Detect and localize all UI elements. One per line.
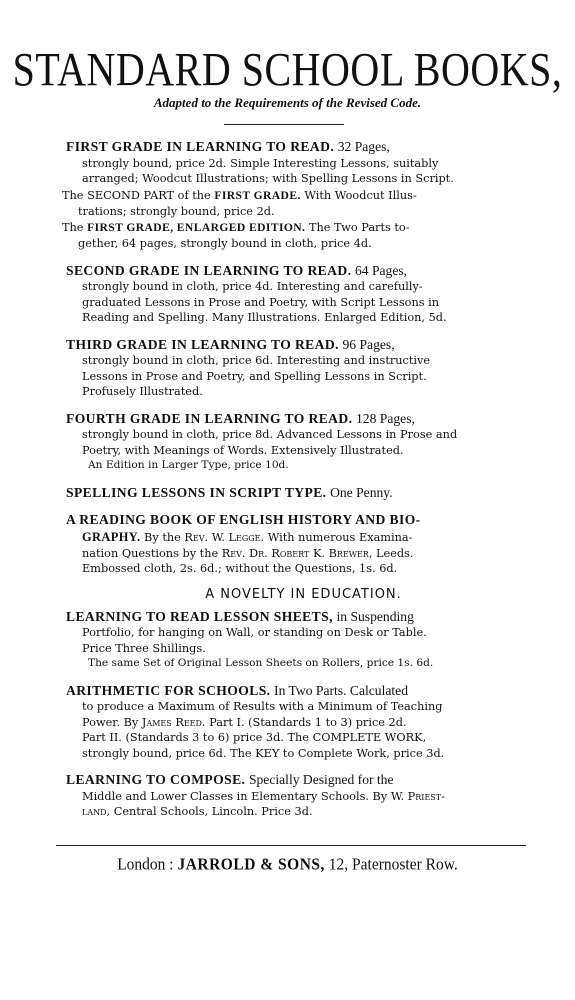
- entry-heading-line: [66, 484, 541, 502]
- publisher-name: JARROLD & SONS,: [177, 854, 325, 874]
- text-run: The Two Parts to-: [305, 221, 410, 234]
- entry-line: [66, 546, 541, 562]
- entry-line: [66, 715, 541, 731]
- entry-line: strongly bound, price 6d. The KEY to Complete Work, price 3d.: [82, 746, 445, 760]
- text-run: nation Questions by the: [82, 546, 222, 560]
- text-run: The SECOND PART of the: [62, 188, 215, 202]
- entry-heading-line: [66, 410, 541, 428]
- entry-line: strongly bound in cloth, price 6d. Interesting and instructive: [82, 354, 431, 367]
- page-subtitle: Adapted to the Requirements of the Revised Code.: [153, 95, 422, 110]
- entry-line: Price Three Shillings.: [82, 641, 206, 655]
- entry-title: A READING BOOK OF ENGLISH HISTORY AND BIO-: [66, 512, 421, 527]
- text-run-bold: FIRST GRADE.: [214, 188, 301, 202]
- author-name: Rev. W. Legge.: [184, 530, 265, 544]
- author-name: W. Priest-: [390, 789, 445, 803]
- footer-rule: [56, 845, 526, 846]
- entry-format: in Suspending: [336, 608, 414, 624]
- entry-heading-line: [66, 262, 541, 280]
- entry-sub-line: gether, 64 pages, strongly bound in cloth, price 4d.: [78, 237, 372, 250]
- publisher-footer: [0, 855, 575, 875]
- entry-extra-line: An Edition in Larger Type, price 10d.: [88, 459, 289, 471]
- entry-sub-line: [62, 219, 541, 236]
- entry-pages: 128 Pages,: [356, 410, 415, 426]
- entry-heading-line: [66, 511, 541, 529]
- author-name: James Reed.: [141, 715, 206, 729]
- entry-extra-line: The same Set of Original Lesson Sheets on Rollers, price 1s. 6d.: [88, 657, 434, 669]
- text-run-bold: FIRST GRADE, ENLARGED EDITION.: [87, 221, 306, 234]
- author-name: Rev. Dr. Robert K. Brewer: [221, 546, 369, 560]
- text-run: By the: [140, 530, 185, 544]
- text-run-bold: GRAPHY.: [82, 529, 141, 544]
- entry-heading-line: [66, 336, 541, 354]
- page-title: STANDARD SCHOOL BOOKS,: [12, 43, 563, 97]
- text-run: Power. By: [82, 715, 142, 729]
- entry-pages: 32 Pages,: [337, 139, 390, 154]
- entry-line: to produce a Maximum of Results with a Minimum of Teaching: [82, 700, 443, 713]
- book-entry-third-grade: [66, 336, 541, 400]
- entry-line: [66, 529, 541, 546]
- entry-line: graduated Lessons in Prose and Poetry, with Script Lessons in: [82, 295, 439, 309]
- entry-sub-line: [62, 187, 541, 204]
- entry-pages: 96 Pages,: [342, 336, 395, 352]
- entry-line: Poetry, with Meanings of Words. Extensively Illustrated.: [82, 443, 404, 457]
- entry-line: strongly bound in cloth, price 8d. Advanced Lessons in Prose and: [82, 428, 458, 441]
- book-entry-first-grade: [62, 138, 541, 252]
- author-name: land: [82, 805, 107, 818]
- entry-title: ARITHMETIC FOR SCHOOLS.: [66, 682, 271, 698]
- book-entry-second-grade: [66, 262, 541, 326]
- entry-line: Lessons in Prose and Poetry, and Spelling Lessons in Script.: [82, 369, 427, 383]
- book-entry-compose: [66, 771, 541, 820]
- text-run: Part I. (Standards 1 to 3) price 2d.: [205, 715, 407, 729]
- text-run: Middle and Lower Classes in Elementary Schools. By: [82, 789, 391, 803]
- entry-price: One Penny.: [330, 484, 393, 500]
- entry-line: strongly bound in cloth, price 4d. Interesting and carefully-: [82, 280, 423, 293]
- entry-format: In Two Parts. Calculated: [274, 682, 408, 698]
- entry-title: LEARNING TO COMPOSE.: [66, 772, 246, 787]
- entry-line: [66, 789, 541, 805]
- entry-title: FIRST GRADE IN LEARNING TO READ.: [66, 139, 335, 154]
- title-rule: [224, 124, 344, 125]
- entry-line: Reading and Spelling. Many Illustrations. Enlarged Edition, 5d.: [82, 311, 447, 324]
- entry-line: arranged; Woodcut Illustrations; with Spelling Lessons in Script.: [82, 172, 454, 185]
- entry-title: SPELLING LESSONS IN SCRIPT TYPE.: [66, 484, 327, 500]
- entry-line: [66, 804, 541, 820]
- entry-title: FOURTH GRADE IN LEARNING TO READ.: [66, 410, 353, 426]
- entry-line: Portfolio, for hanging on Wall, or standing on Desk or Table.: [82, 626, 427, 639]
- entry-title: LEARNING TO READ LESSON SHEETS,: [66, 608, 333, 624]
- entry-heading-line: [66, 771, 541, 789]
- publisher-address: 12, Paternoster Row.: [328, 854, 458, 874]
- book-entry-fourth-grade: [66, 410, 541, 474]
- book-entry-arithmetic: [66, 682, 541, 762]
- entry-heading-line: [66, 138, 541, 156]
- book-list: [62, 138, 541, 830]
- entry-sub-line: trations; strongly bound, price 2d.: [78, 204, 275, 218]
- entry-line: Profusely Illustrated.: [82, 385, 203, 398]
- entry-heading-line: [66, 682, 541, 700]
- entry-format: Specially Designed for the: [248, 772, 394, 787]
- text-run: , Central Schools, Lincoln. Price 3d.: [106, 805, 313, 818]
- entry-line: Part II. (Standards 3 to 6) price 3d. The COMPLETE WORK,: [82, 731, 427, 744]
- book-entry-lesson-sheets: [66, 608, 541, 672]
- book-entry-english-history: [66, 511, 541, 577]
- text-run: With numerous Examina-: [264, 530, 413, 544]
- text-run: , Leeds.: [368, 546, 414, 560]
- text-run: With Woodcut Illus-: [300, 188, 417, 202]
- book-entry-spelling: [66, 484, 541, 502]
- entry-line: strongly bound, price 2d. Simple Interesting Lessons, suitably: [82, 156, 439, 170]
- entry-title: SECOND GRADE IN LEARNING TO READ.: [66, 262, 352, 278]
- footer-prefix: London :: [117, 854, 174, 874]
- entry-title: THIRD GRADE IN LEARNING TO READ.: [66, 336, 339, 352]
- entry-line: Embossed cloth, 2s. 6d.; without the Questions, 1s. 6d.: [82, 562, 398, 575]
- entry-pages: 64 Pages,: [354, 262, 408, 278]
- text-run: The: [62, 221, 88, 234]
- entry-heading-line: [66, 608, 541, 626]
- section-heading-novelty: A NOVELTY IN EDUCATION.: [205, 586, 402, 602]
